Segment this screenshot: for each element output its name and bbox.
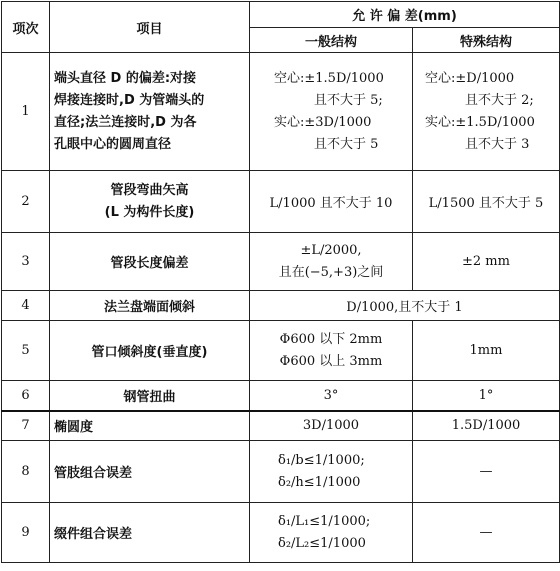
row-item xyxy=(50,53,250,171)
general-line: Φ600 以下 2mm xyxy=(279,331,383,347)
special-line: 且不大于 2; xyxy=(465,92,534,108)
row-general: L/1000 且不大于 10 xyxy=(250,171,413,233)
table-row xyxy=(2,441,560,503)
row-special: 1mm xyxy=(413,321,560,381)
row-item: 管段长度偏差 xyxy=(50,233,250,291)
general-line: δ₂/h≤1/1000 xyxy=(278,474,361,490)
row-general xyxy=(250,233,413,291)
table-row xyxy=(2,171,560,233)
row-item: 管口倾斜度(垂直度) xyxy=(50,321,250,381)
table-row xyxy=(2,321,560,381)
row-item: 管肢组合误差 xyxy=(50,441,250,503)
table-row xyxy=(2,503,560,563)
table-row xyxy=(2,53,560,171)
item-line: 管段弯曲矢高 xyxy=(110,182,189,198)
table-row xyxy=(2,233,560,291)
header-general: 一般结构 xyxy=(250,28,413,53)
general-line: 且不大于 5 xyxy=(314,136,379,152)
general-line: ±L/2000, xyxy=(300,242,362,258)
general-line: 实心:±3D/1000 xyxy=(274,114,372,130)
tolerance-table xyxy=(1,1,560,563)
item-line: 焊接连接时,D 为管端头的 xyxy=(54,92,205,108)
row-general xyxy=(250,503,413,563)
row-general: 3° xyxy=(250,381,413,411)
row-general: 3D/1000 xyxy=(250,411,413,441)
row-no: 2 xyxy=(2,171,50,233)
row-item: 缀件组合误差 xyxy=(50,503,250,563)
row-item xyxy=(50,171,250,233)
row-no: 6 xyxy=(2,381,50,411)
general-line: 且在(−5,+3)之间 xyxy=(278,264,384,280)
row-special: 1° xyxy=(413,381,560,411)
row-no: 8 xyxy=(2,441,50,503)
row-no: 1 xyxy=(2,53,50,171)
item-line: (L 为构件长度) xyxy=(104,204,195,220)
row-special: — xyxy=(413,503,560,563)
general-line: δ₂/L₂≤1/1000 xyxy=(278,535,366,551)
general-line: 空心:±1.5D/1000 xyxy=(274,70,384,86)
general-line: δ₁/L₁≤1/1000; xyxy=(278,513,371,529)
special-line: 空心:±D/1000 xyxy=(425,70,515,86)
row-item: 椭圆度 xyxy=(50,411,250,441)
item-line: 直径;法兰连接时,D 为各 xyxy=(54,114,197,130)
row-special: L/1500 且不大于 5 xyxy=(413,171,560,233)
special-line: 且不大于 3 xyxy=(465,136,530,152)
row-merged: D/1000,且不大于 1 xyxy=(250,291,560,321)
row-no: 5 xyxy=(2,321,50,381)
table-row xyxy=(2,411,560,441)
row-special: 1.5D/1000 xyxy=(413,411,560,441)
header-item: 项目 xyxy=(50,2,250,53)
header-no: 项次 xyxy=(2,2,50,53)
row-item: 钢管扭曲 xyxy=(50,381,250,411)
header-special: 特殊结构 xyxy=(413,28,560,53)
row-special: ±2 mm xyxy=(413,233,560,291)
header-tolerance: 允 许 偏 差(mm) xyxy=(250,2,560,28)
row-general xyxy=(250,441,413,503)
row-no: 7 xyxy=(2,411,50,441)
row-general xyxy=(250,53,413,171)
general-line: δ₁/b≤1/1000; xyxy=(278,452,365,468)
row-general xyxy=(250,321,413,381)
item-line: 孔眼中心的圆周直径 xyxy=(54,136,172,152)
item-line: 端头直径 D 的偏差:对接 xyxy=(54,70,197,86)
row-item: 法兰盘端面倾斜 xyxy=(50,291,250,321)
row-special: — xyxy=(413,441,560,503)
general-line: Φ600 以上 3mm xyxy=(279,353,383,369)
table-row xyxy=(2,381,560,411)
row-no: 4 xyxy=(2,291,50,321)
general-line: 且不大于 5; xyxy=(314,92,383,108)
row-no: 3 xyxy=(2,233,50,291)
row-no: 9 xyxy=(2,503,50,563)
table-row xyxy=(2,291,560,321)
special-line: 实心:±1.5D/1000 xyxy=(425,114,535,130)
row-special xyxy=(413,53,560,171)
